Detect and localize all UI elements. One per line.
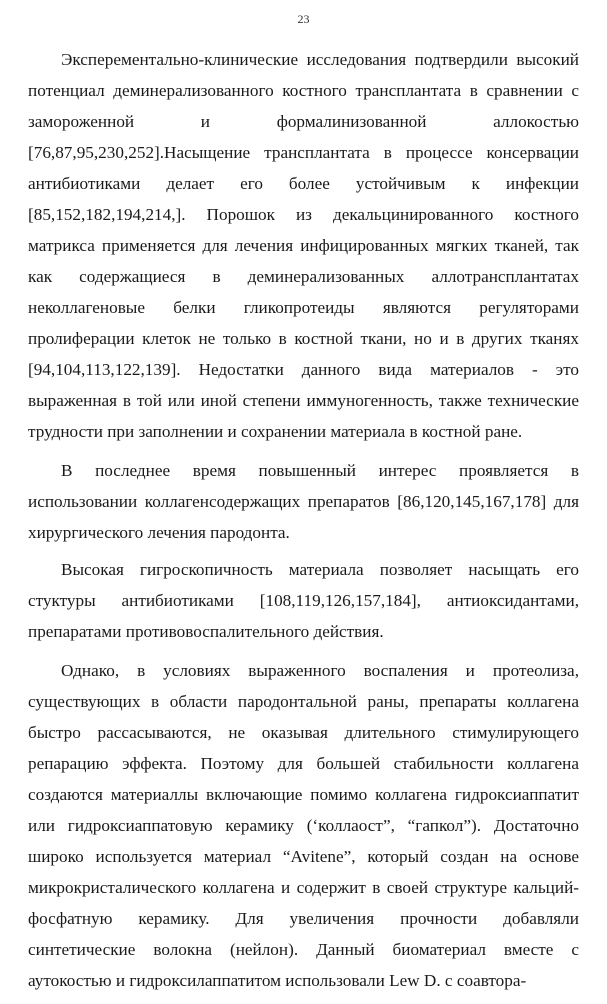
page-number: 23 [297, 12, 310, 26]
paragraph-demineralized-graft: Эксперементально-клинические исследования подтвердили высокий потенциал деминерализованного костного трансплантата в сравнении с замороженной и формалинизованной аллокостью [76,87,95,230,252].Насыщение трансплантата в процессе консервации антибиотиками делает его более устойчивым к инфекции [85,152,182,194,214,]. Порошок из декальцинированного костного матрикса применяется для лечения инфицированных мягких тканей, так как содержащиеся в деминерализованных аллотрансплантатах неколлагеновые белки гликопротеиды являются регуляторами пролиферации клеток не только в костной ткани, но и в других тканях [94,104,113,122,139]. Недостатки данного вида материалов - это выраженная в той или иной степени иммуногенность, также технические трудности при заполнении и сохранении материала в костной ране. [28, 50, 579, 441]
document-body [28, 44, 579, 1004]
paragraph-collagen-interest: В последнее время повышенный интерес проявляется в использовании коллагенсодержащих препаратов [86,120,145,167,178] для хирургического лечения пародонта. [28, 461, 579, 542]
paragraph-hygroscopicity: Высокая гигроскопичность материала позволяет насыщать его стуктуры антибиотиками [108,119,126,157,184], антиоксидантами, препаратами противовоспалительного действия. [28, 560, 579, 641]
paragraph-inflammation-proteolysis: Однако, в условиях выраженного воспаления и протеолиза, существующих в области пародонтальной раны, препараты коллагена быстро рассасываются, не оказывая длительного стимулирующего репарацию эффекта. Поэтому для большей стабильности коллагена создаются материаллы включающие помимо коллагена гидроксиаппатит или гидроксиаппатовую керамику (‘коллаост”, “гапкол”). Достаточно широко используется материал “Avitene”, который создан на основе микрокристалического коллагена и содержит в своей структуре кальций-фосфатную керамику. Для увеличения прочности добавляли синтетические волокна (нейлон). Данный биоматериал вместе с аутокостью и гидроксилаппатитом использовали Lew D. с соавтора- [28, 661, 579, 990]
